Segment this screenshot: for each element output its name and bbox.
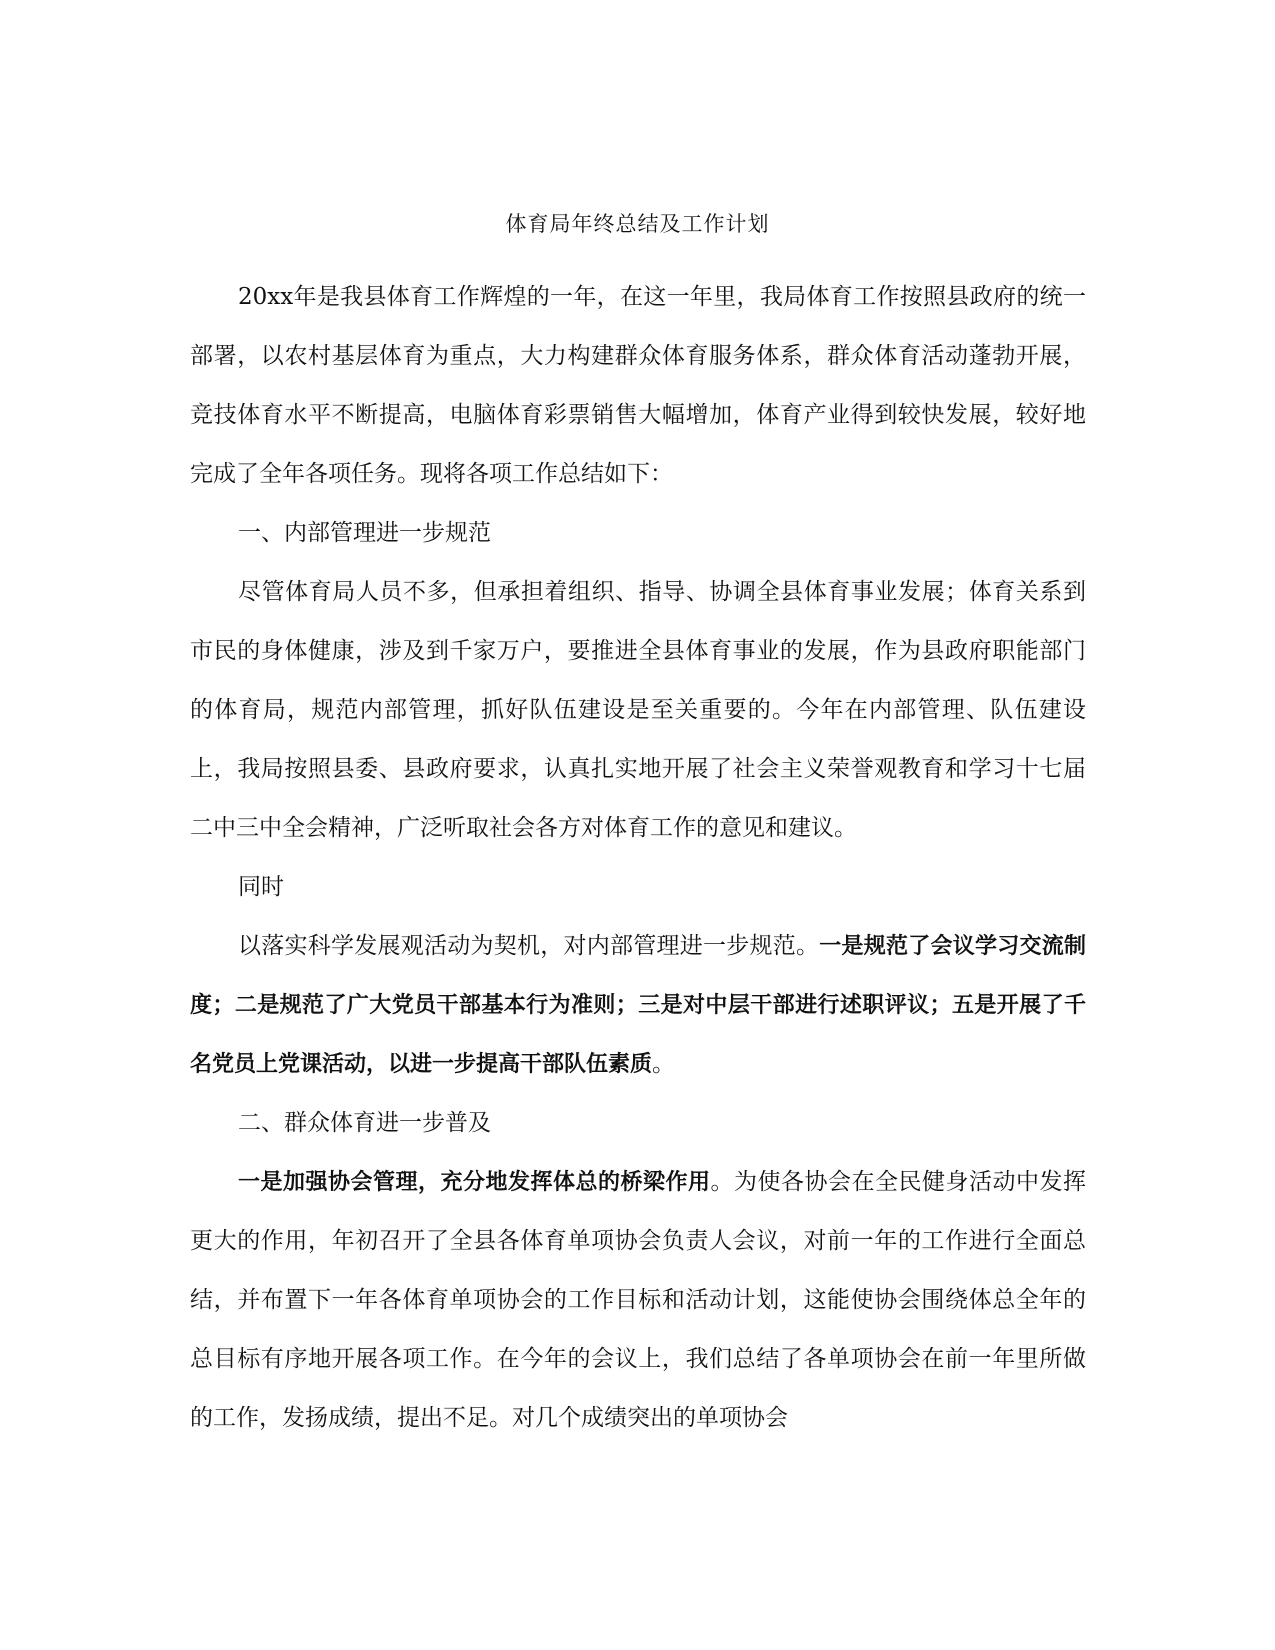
document-title: 体育局年终总结及工作计划 [505, 212, 770, 236]
paragraph-text: 尽管体育局人员不多，但承担着组织、指导、协调全县体育事业发展；体育关系到市民的身体健康，涉及到千家万户，要推进全县体育事业的发展，作为县政府职能部门的体育局，规范内部管理，抓好队伍建设是至关重要的。今年在内部管理、队伍建设上，我局按照县委、县政府要求，认真扎实地开展了社会主义荣誉观教育和学习十七届二中三中全会精神，广泛听取社会各方对体育工作的意见和建议。 [190, 579, 1086, 841]
paragraph-intro: 20xx年是我县体育工作辉煌的一年，在这一年里，我局体育工作按照县政府的统一部署，以农村基层体育为重点，大力构建群众体育服务体系，群众体育活动蓬勃开展，竞技体育水平不断提高，电脑体育彩票销售大幅增加，体育产业得到较快发展，较好地完成了全年各项任务。现将各项工作总结如下： [190, 284, 1086, 487]
paragraph-associations [190, 1153, 1086, 1448]
paragraph-end: 。 [652, 1051, 676, 1077]
paragraph-text: 。为使各协会在全民健身活动中发挥更大的作用，年初召开了全县各体育单项协会负责人会议，对前一年的工作进行全面总结，并布置下一年各体育单项协会的工作目标和活动计划，这能使协会围绕体总全年的总目标有序地开展各项工作。在今年的会议上，我们总结了各单项协会在前一年里所做的工作，发扬成绩，提出不足。对几个成绩突出的单项协会 [190, 1169, 1086, 1431]
paragraph-tail: 同时 [238, 874, 284, 900]
section-heading-2: 二、群众体育进一步普及 [238, 1110, 491, 1136]
paragraph-text: 以落实科学发展观活动为契机，对内部管理进一步规范。 [238, 933, 820, 959]
bold-text: 一是规范了会议学习交流制度；二是规范了广大党员干部基本行为准则；三是对中层干部进行述职评议；五是开展了千名党员上党课活动，以进一步提高干部队伍素质 [190, 934, 1086, 1077]
document-body [190, 268, 1086, 1448]
paragraph-regulation [190, 917, 1086, 1094]
paragraph-internal-management [190, 563, 1086, 917]
bold-text: 一是加强协会管理，充分地发挥体总的桥梁作用 [238, 1170, 711, 1195]
section-heading-1: 一、内部管理进一步规范 [238, 520, 491, 546]
